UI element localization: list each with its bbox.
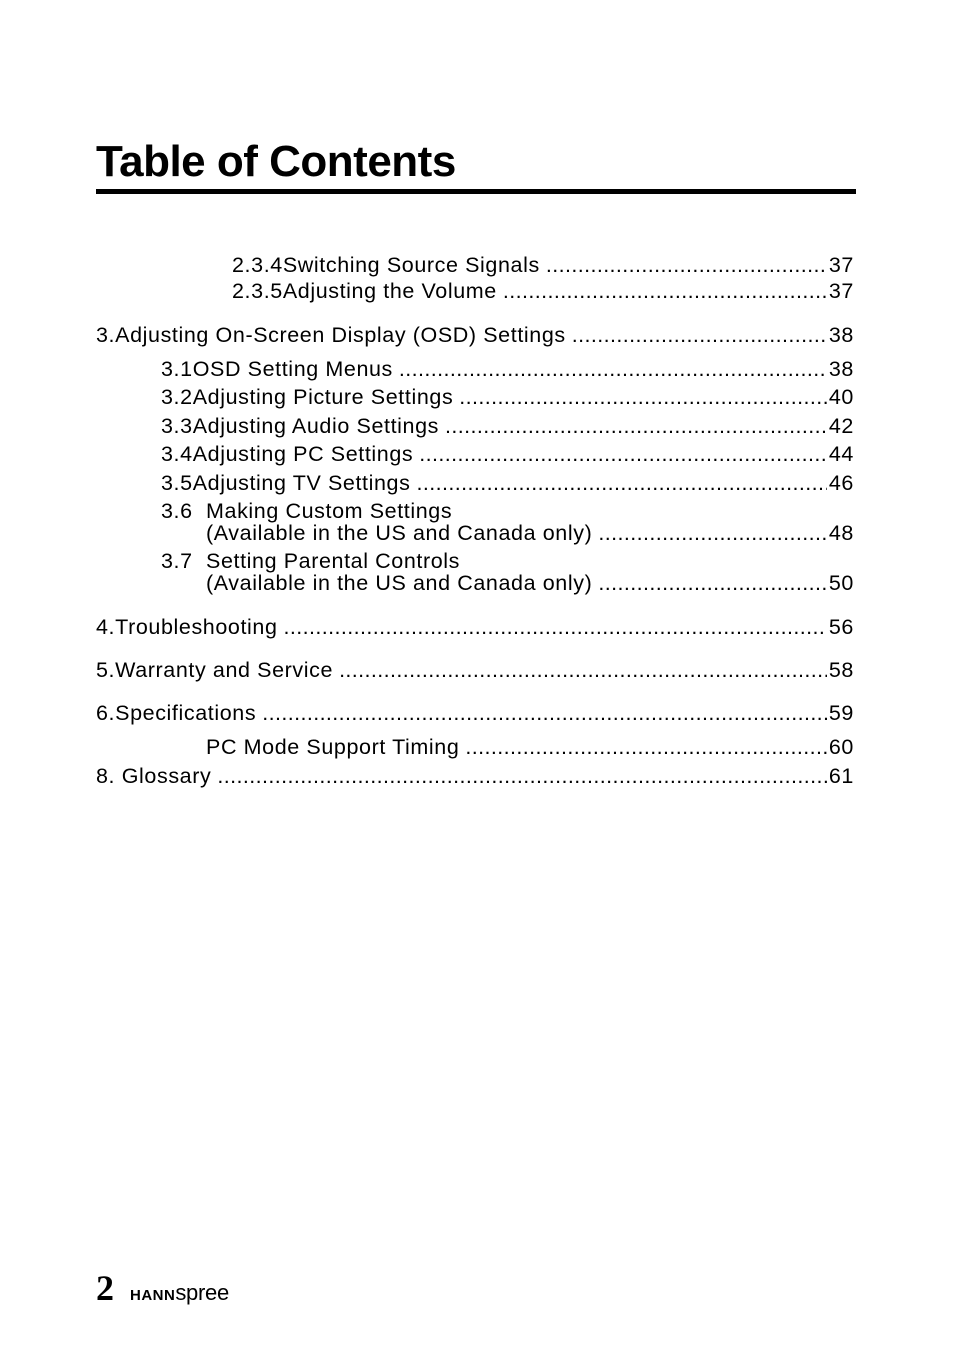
toc-number: 3.7 <box>161 549 193 573</box>
toc-number: 3.1 <box>161 357 193 381</box>
toc-leader-dots <box>217 764 827 788</box>
toc-entry-3-7-heading[interactable] <box>161 549 460 573</box>
toc-leader-dots <box>546 253 827 277</box>
brand-logo <box>130 1280 229 1309</box>
toc-entry-2-3-5[interactable] <box>232 279 854 303</box>
toc-entry-3-6[interactable] <box>206 521 854 545</box>
toc-number: 4. <box>96 615 116 639</box>
toc-leader-dots <box>598 571 827 595</box>
toc-number: 3.4 <box>161 442 193 466</box>
toc-entry-pc-mode-support-timing[interactable] <box>206 735 854 759</box>
toc-leader-dots <box>416 471 826 495</box>
toc-page-number: 38 <box>828 357 854 381</box>
toc-title: Setting Parental Controls <box>206 549 461 573</box>
toc-entry-3-4[interactable] <box>161 442 854 466</box>
toc-leader-dots <box>399 357 827 381</box>
toc-leader-dots <box>572 323 827 347</box>
toc-entry-3-1[interactable] <box>161 357 854 381</box>
toc-leader-dots <box>419 442 827 466</box>
toc-number: 2.3.4 <box>232 253 283 277</box>
toc-page-number: 40 <box>828 385 854 409</box>
toc-page-number: 42 <box>828 414 854 438</box>
toc-title: Adjusting Picture Settings <box>192 385 454 409</box>
toc-number: 3.6 <box>161 499 193 523</box>
toc-leader-dots <box>503 279 827 303</box>
toc-number: 6. <box>96 701 116 725</box>
toc-entry-3-2[interactable] <box>161 385 854 409</box>
page-number: 2 <box>96 1268 114 1308</box>
toc-title: Adjusting TV Settings <box>192 471 411 495</box>
toc-entry-3[interactable] <box>96 323 854 347</box>
page-title: Table of Contents <box>96 137 456 186</box>
toc-title-continued: (Available in the US and Canada only) <box>206 571 593 595</box>
toc-title: Adjusting PC Settings <box>192 442 414 466</box>
toc-page-number: 44 <box>828 442 854 466</box>
toc-title-continued: (Available in the US and Canada only) <box>206 521 593 545</box>
toc-leader-dots <box>459 385 827 409</box>
toc-page-number: 58 <box>828 658 854 682</box>
toc-number: 3. <box>96 323 116 347</box>
toc-page-number: 50 <box>828 571 854 595</box>
toc-number: 8. <box>96 764 116 788</box>
toc-entry-3-6-heading[interactable] <box>161 499 452 523</box>
toc-title: Glossary <box>115 764 212 788</box>
toc-leader-dots <box>445 414 827 438</box>
toc-page-number: 60 <box>828 735 854 759</box>
brand-logo-part1: HANN <box>130 1287 176 1304</box>
toc-page-number: 48 <box>828 521 854 545</box>
toc-page-number: 61 <box>828 764 854 788</box>
toc-entry-6[interactable] <box>96 701 854 725</box>
toc-leader-dots <box>262 701 827 725</box>
toc-number: 5. <box>96 658 116 682</box>
toc-number: 3.2 <box>161 385 193 409</box>
toc-title: Switching Source Signals <box>282 253 540 277</box>
toc-entry-4[interactable] <box>96 615 854 639</box>
toc-entry-8[interactable] <box>96 764 854 788</box>
toc-leader-dots <box>284 615 827 639</box>
toc-title: Adjusting the Volume <box>282 279 497 303</box>
toc-title: Adjusting Audio Settings <box>192 414 439 438</box>
toc-leader-dots <box>598 521 827 545</box>
toc-entry-3-7[interactable] <box>206 571 854 595</box>
toc-page-number: 37 <box>828 279 854 303</box>
toc-title: Warranty and Service <box>115 658 334 682</box>
toc-title: Troubleshooting <box>115 615 278 639</box>
toc-title: Specifications <box>115 701 257 725</box>
brand-logo-part2: spree <box>175 1280 229 1305</box>
toc-entry-5[interactable] <box>96 658 854 682</box>
toc-title: Making Custom Settings <box>206 499 453 523</box>
toc-number: 3.5 <box>161 471 193 495</box>
toc-entry-3-5[interactable] <box>161 471 854 495</box>
toc-entry-3-3[interactable] <box>161 414 854 438</box>
toc-title: Adjusting On-Screen Display (OSD) Settings <box>115 323 566 347</box>
toc-page-number: 37 <box>828 253 854 277</box>
toc-title: OSD Setting Menus <box>192 357 393 381</box>
toc-leader-dots <box>465 735 826 759</box>
toc-number: 3.3 <box>161 414 193 438</box>
toc-page-number: 59 <box>828 701 854 725</box>
toc-page-number: 46 <box>828 471 854 495</box>
toc-entry-2-3-4[interactable] <box>232 253 854 277</box>
toc-leader-dots <box>339 658 827 682</box>
toc-page-number: 38 <box>828 323 854 347</box>
toc-number: 2.3.5 <box>232 279 283 303</box>
toc-page-number: 56 <box>828 615 854 639</box>
toc-title: PC Mode Support Timing <box>206 735 460 759</box>
